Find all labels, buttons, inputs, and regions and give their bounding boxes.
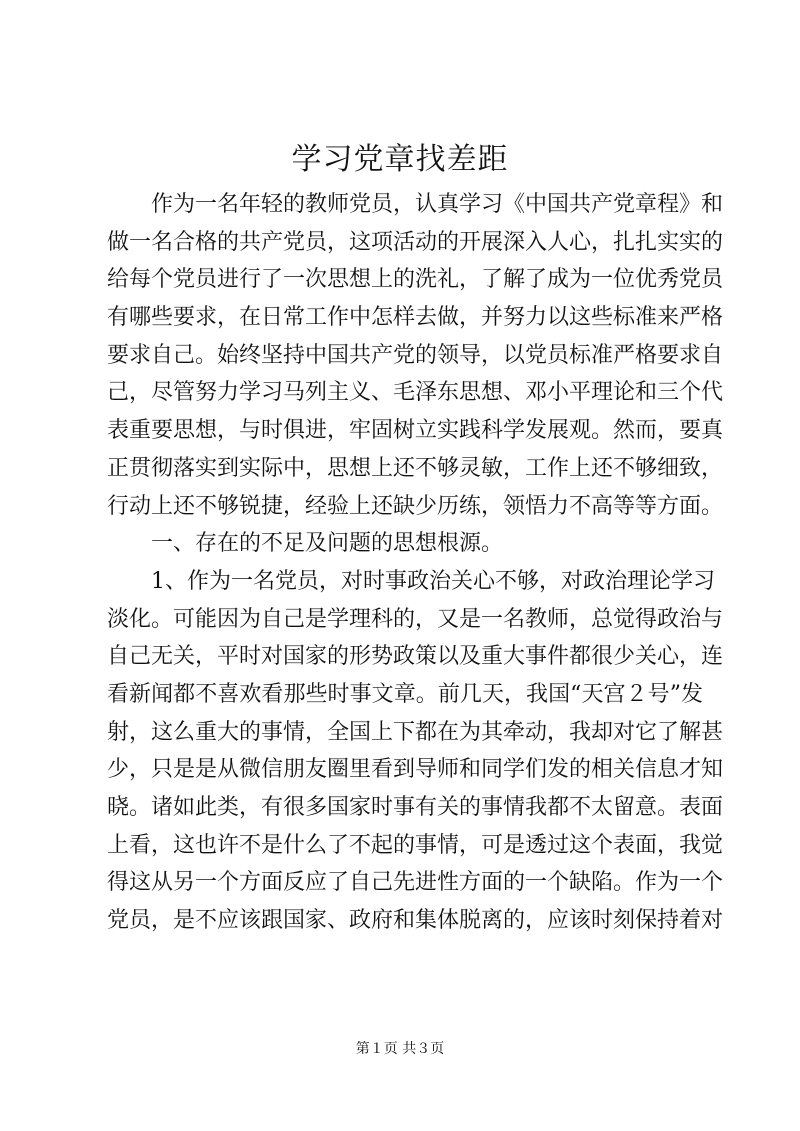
text-line: 看新闻都不喜欢看那些时事文章。前几天，我国“天宫２号”发 bbox=[107, 681, 703, 707]
text-line: 给每个党员进行了一次思想上的洗礼，了解了成为一位优秀党员 bbox=[107, 267, 724, 293]
text-line: 己，尽管努力学习马列主义、毛泽东思想、邓小平理论和三个代 bbox=[107, 380, 724, 406]
text-line: 正贯彻落实到实际中，思想上还不够灵敏，工作上还不够细致， bbox=[107, 455, 724, 481]
text-line: 1、作为一名党员，对时事政治关心不够，对政治理论学习 bbox=[151, 568, 715, 594]
text-line: 上看，这也许不是什么了不起的事情，可是透过这个表面，我觉 bbox=[107, 832, 724, 858]
page-title: 学习党章找差距 bbox=[291, 142, 509, 177]
text-line: 淡化。可能因为自己是学理科的，又是一名教师，总觉得政治与 bbox=[107, 606, 724, 632]
text-line: 行动上还不够锐捷，经验上还缺少历练，领悟力不高等等方面。 bbox=[107, 493, 724, 519]
text-line: 作为一名年轻的教师党员，认真学习《中国共产党章程》和 bbox=[151, 192, 724, 217]
page-footer: 第１页 共３页 bbox=[355, 1041, 445, 1057]
text-line: 自己无关，平时对国家的形势政策以及重大事件都很少关心，连 bbox=[107, 644, 724, 670]
text-line: 少，只是是从微信朋友圈里看到导师和同学们发的相关信息才知 bbox=[107, 757, 724, 783]
text-line: 晓。诸如此类，有很多国家时事有关的事情我都不太留意。表面 bbox=[107, 795, 724, 820]
body-text bbox=[107, 186, 724, 940]
text-line: 表重要思想，与时俱进，牢固树立实践科学发展观。然而，要真 bbox=[107, 418, 724, 444]
section-heading: 一、存在的不足及问题的思想根源。 bbox=[151, 531, 504, 557]
text-line: 得这从另一个方面反应了自己先进性方面的一个缺陷。作为一个 bbox=[107, 870, 724, 896]
text-line: 要求自己。始终坚持中国共产党的领导，以党员标准严格要求自 bbox=[107, 342, 724, 368]
text-line: 党员，是不应该跟国家、政府和集体脱离的，应该时刻保持着对 bbox=[107, 908, 724, 934]
text-line: 射，这么重大的事情，全国上下都在为其牵动，我却对它了解甚 bbox=[107, 719, 724, 745]
text-line: 做一名合格的共产党员，这项活动的开展深入人心，扎扎实实的 bbox=[107, 229, 724, 255]
text-line: 有哪些要求，在日常工作中怎样去做，并努力以这些标准来严格 bbox=[107, 305, 724, 331]
